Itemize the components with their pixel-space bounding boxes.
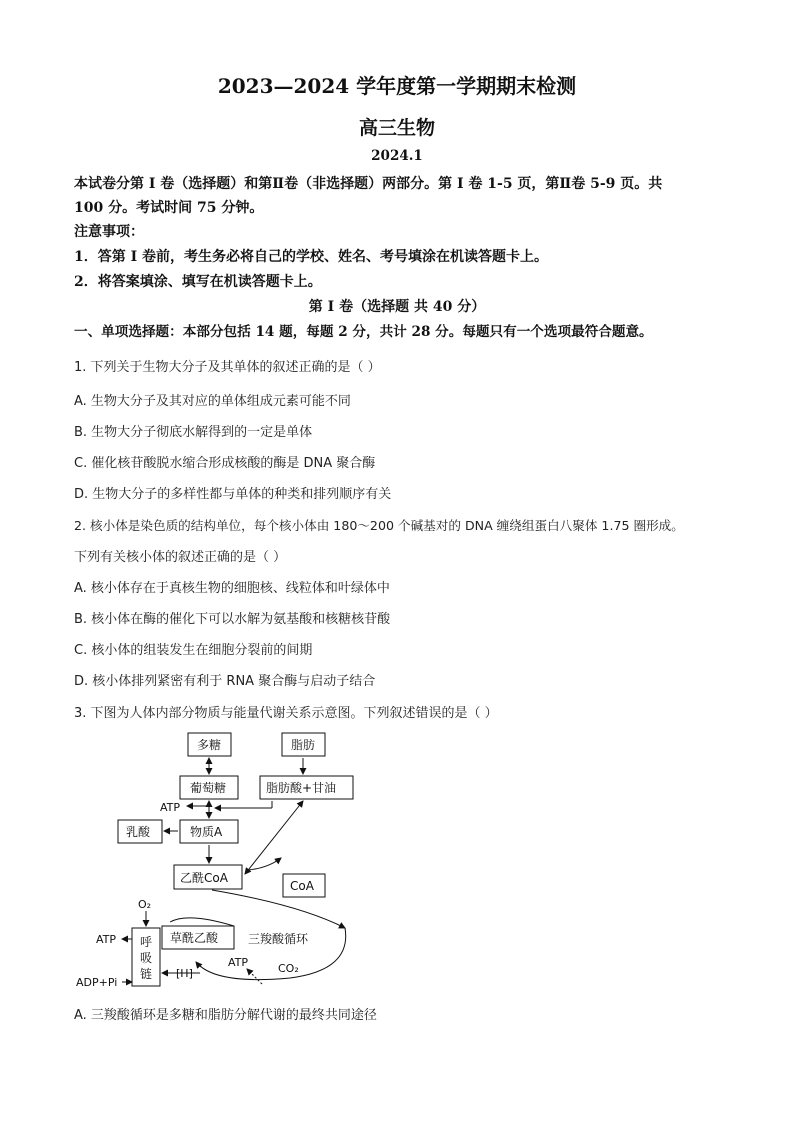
section-title: 第 I 卷（选择题 共 40 分） bbox=[308, 299, 486, 315]
q2-option-b: B. 核小体在酶的催化下可以水解为氨基酸和核糖核苷酸 bbox=[74, 612, 391, 627]
label-acetyl-coa: 乙酰CoA bbox=[180, 871, 228, 885]
q1-stem: 1. 下列关于生物大分子及其单体的叙述正确的是（ ） bbox=[74, 360, 381, 375]
q2-stem-line-2: 下列有关核小体的叙述正确的是（ ） bbox=[74, 550, 287, 565]
notes-title: 注意事项： bbox=[74, 224, 144, 240]
label-substance-a: 物质A bbox=[190, 825, 223, 839]
q1-option-d: D. 生物大分子的多样性都与单体的种类和排列顺序有关 bbox=[74, 487, 392, 502]
label-o2: O₂ bbox=[138, 898, 152, 911]
label-oxaloacetate: 草酰乙酸 bbox=[170, 931, 219, 945]
q1-option-a: A. 生物大分子及其对应的单体组成元素可能不同 bbox=[74, 394, 351, 409]
label-glucose: 葡萄糖 bbox=[190, 781, 227, 795]
label-adp-pi: ADP+Pi bbox=[76, 976, 118, 989]
label-resp-2: 吸 bbox=[140, 951, 153, 965]
q2-option-a: A. 核小体存在于真核生物的细胞核、线粒体和叶绿体中 bbox=[74, 581, 390, 596]
intro-line-1: 本试卷分第 I 卷（选择题）和第Ⅱ卷（非选择题）两部分。第 I 卷 1-5 页，第Ⅱ卷 5-9 页。共 bbox=[74, 176, 663, 192]
label-polysaccharide: 多糖 bbox=[197, 738, 222, 752]
q2-option-d: D. 核小体排列紧密有利于 RNA 聚合酶与启动子结合 bbox=[74, 674, 376, 689]
q1-option-b: B. 生物大分子彻底水解得到的一定是单体 bbox=[74, 425, 313, 440]
label-h: [H] bbox=[176, 967, 193, 980]
label-atp-left: ATP bbox=[96, 933, 117, 946]
part-one-instructions: 一、单项选择题：本部分包括 14 题，每题 2 分，共计 28 分。每题只有一个选项最符合题意。 bbox=[74, 324, 653, 340]
label-co2: CO₂ bbox=[278, 962, 299, 975]
label-atp-top: ATP bbox=[160, 801, 181, 814]
q1-option-c: C. 催化核苷酸脱水缩合形成核酸的酶是 DNA 聚合酶 bbox=[74, 456, 376, 471]
note-2: 2．将答案填涂、填写在机读答题卡上。 bbox=[74, 274, 322, 290]
label-atp-cycle: ATP bbox=[228, 956, 249, 969]
label-tca-cycle: 三羧酸循环 bbox=[248, 932, 309, 946]
q3-stem: 3. 下图为人体内部分物质与能量代谢关系示意图。下列叙述错误的是（ ） bbox=[74, 706, 498, 721]
exam-date: 2024.1 bbox=[371, 148, 423, 164]
label-fatty-acid-glycerol: 脂肪酸+甘油 bbox=[266, 781, 337, 795]
exam-title: 2023—2024 学年度第一学期期末检测 bbox=[217, 74, 577, 98]
q3-option-a: A. 三羧酸循环是多糖和脂肪分解代谢的最终共同途径 bbox=[74, 1008, 377, 1023]
label-coa: CoA bbox=[290, 879, 314, 893]
intro-line-2: 100 分。考试时间 75 分钟。 bbox=[74, 200, 264, 216]
label-fat: 脂肪 bbox=[291, 738, 316, 752]
label-resp-3: 链 bbox=[140, 967, 153, 981]
q2-option-c: C. 核小体的组装发生在细胞分裂前的间期 bbox=[74, 643, 313, 658]
label-resp-1: 呼 bbox=[140, 935, 153, 949]
q2-stem-line-1: 2. 核小体是染色质的结构单位，每个核小体由 180～200 个碱基对的 DNA 缠绕组蛋白八聚体 1.75 圈形成。 bbox=[74, 518, 684, 533]
label-lactic-acid: 乳酸 bbox=[126, 825, 151, 839]
note-1: 1．答第 I 卷前，考生务必将自己的学校、姓名、考号填涂在机读答题卡上。 bbox=[74, 249, 549, 265]
exam-subject: 高三生物 bbox=[358, 117, 435, 139]
